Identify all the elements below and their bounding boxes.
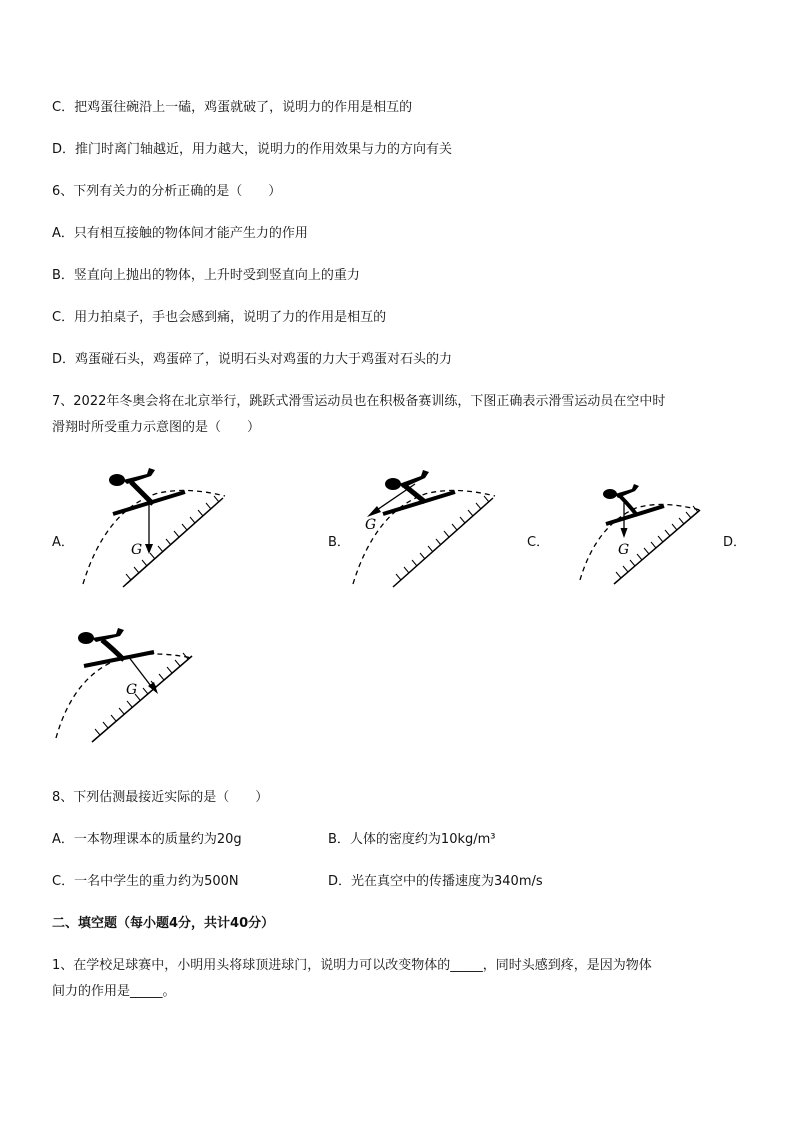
figure-d-skier-diagram xyxy=(48,626,208,748)
figure-b-force-label: G xyxy=(365,517,377,533)
figure-a-skier-diagram xyxy=(75,462,235,592)
q7-stem-line2: 滑翔时所受重力示意图的是（ ） xyxy=(52,420,261,435)
figure-b-skier-diagram xyxy=(345,462,505,592)
figure-c-force-label: G xyxy=(618,542,630,558)
q5-option-c: C．把鸡蛋往碗沿上一磕，鸡蛋就破了，说明力的作用是相互的 xyxy=(52,100,413,115)
figure-a-force-label: G xyxy=(131,542,143,558)
q6-option-a: A．只有相互接触的物体间才能产生力的作用 xyxy=(52,226,308,241)
figure-d-force-label: G xyxy=(126,682,138,698)
q5-option-d: D．推门时离门轴越近，用力越大，说明力的作用效果与力的方向有关 xyxy=(52,142,453,157)
q8-option-d: D．光在真空中的传播速度为340m/s xyxy=(328,874,543,889)
q8-option-b: B．人体的密度约为10kg/m³ xyxy=(328,832,496,847)
q8-stem: 8、下列估测最接近实际的是（ ） xyxy=(52,790,269,805)
q6-option-d: D．鸡蛋碰石头，鸡蛋碎了，说明石头对鸡蛋的力大于鸡蛋对石头的力 xyxy=(52,352,453,367)
figure-d-label: D． xyxy=(723,535,747,550)
q6-option-c: C．用力拍桌子，手也会感到痛，说明了力的作用是相互的 xyxy=(52,310,387,325)
q8-option-a: A．一本物理课本的质量约为20g xyxy=(52,832,242,847)
fill-q1-line1: 1、在学校足球赛中，小明用头将球顶进球门，说明力可以改变物体的_____，同时头感到疼，是因为物体 xyxy=(52,958,652,973)
fill-q1-line2: 间力的作用是_____。 xyxy=(52,984,176,999)
figure-a-label: A． xyxy=(52,535,74,550)
figure-c-label: C． xyxy=(527,535,550,550)
figure-b-label: B． xyxy=(328,535,350,550)
figure-c-skier-diagram xyxy=(572,478,707,590)
q6-stem: 6、下列有关力的分析正确的是（ ） xyxy=(52,184,282,199)
q6-option-b: B．竖直向上抛出的物体，上升时受到竖直向上的重力 xyxy=(52,268,360,283)
section-2-heading: 二、填空题（每小题4分，共计40分） xyxy=(52,916,275,931)
q8-option-c: C．一名中学生的重力约为500N xyxy=(52,874,239,889)
q7-stem-line1: 7、2022年冬奥会将在北京举行，跳跃式滑雪运动员也在积极备赛训练，下图正确表示滑雪运动员在空中时 xyxy=(52,394,666,409)
